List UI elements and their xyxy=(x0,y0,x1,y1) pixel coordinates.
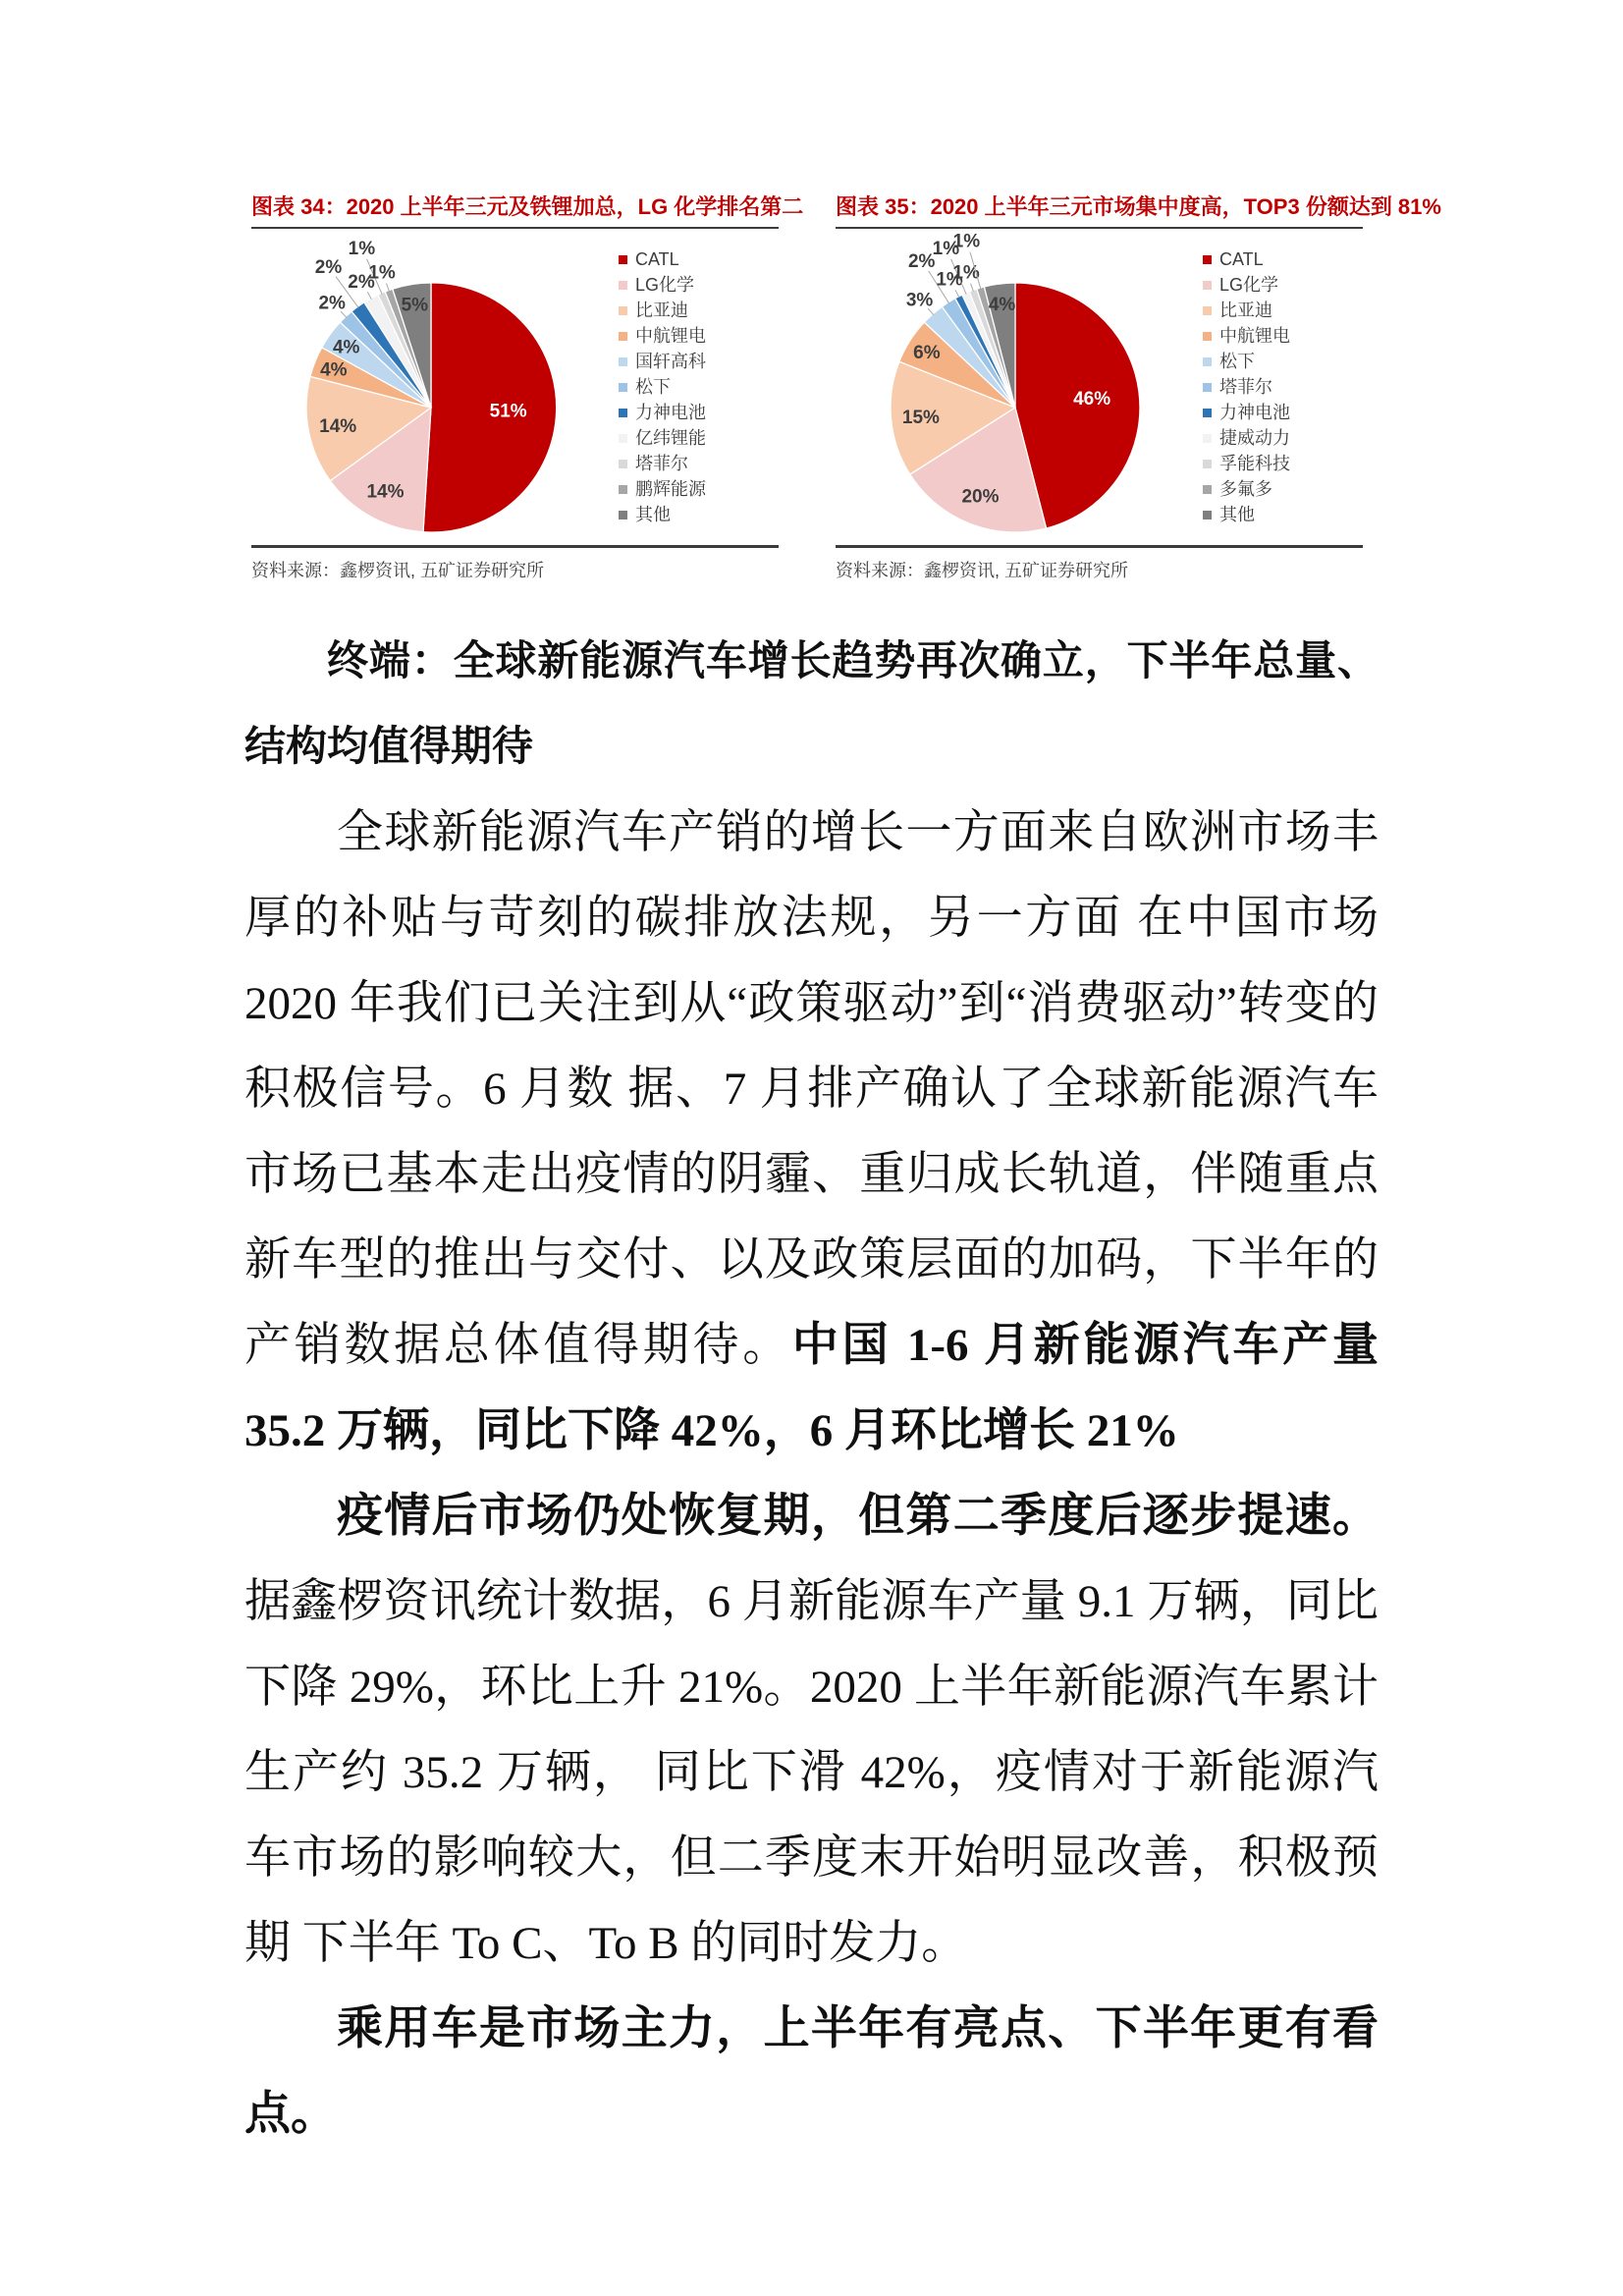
legend-label: 亿纬锂能 xyxy=(635,427,706,448)
legend-label: 中航锂电 xyxy=(1219,325,1290,346)
figure-35-divider xyxy=(836,545,1363,548)
legend-label: 力神电池 xyxy=(635,402,706,422)
legend-swatch xyxy=(1203,357,1212,366)
legend-item xyxy=(1203,352,1363,372)
figure-35-legend xyxy=(1201,229,1363,545)
pie-chart-34 xyxy=(251,229,617,545)
pie-value-label: 1% xyxy=(348,238,376,259)
legend-swatch xyxy=(1203,409,1212,417)
legend-swatch xyxy=(619,332,627,341)
legend-swatch xyxy=(1203,281,1212,290)
pie-value-label: 46% xyxy=(1073,389,1111,410)
legend-label: 其他 xyxy=(1219,504,1255,524)
legend-item xyxy=(1203,249,1363,270)
pie-value-label: 6% xyxy=(913,342,941,363)
legend-label: CATL xyxy=(1219,248,1264,269)
paragraph-1 xyxy=(244,791,1379,1474)
figure-35-title: 图表 35：2020 上半年三元市场集中度高，TOP3 份额达到 81% xyxy=(836,194,1363,229)
pie-value-label: 2% xyxy=(318,293,346,314)
figure-34-chart xyxy=(251,229,779,545)
legend-label: CATL xyxy=(635,248,679,269)
legend-label: 鹏辉能源 xyxy=(635,478,706,499)
paragraph-1-run-1: 全球新能源汽车产销的增长一方面来自欧洲市场丰厚的补贴与苛刻的碳排放法规，另一方面 在中国市场 2020 年我们已关注到从“政策驱动”到“消费驱动”转变的积极信号。6 月数 据、7 月排产确认了全球新能源汽车市场已基本走出疫情的阴霾、重归成长轨道，伴随重点 新车型的推出与交付、以及政策层面的加码，下半年的产销数据总体值得期待。 xyxy=(244,807,1379,1371)
figure-35-source: 资料来源：鑫椤资讯, 五矿证券研究所 xyxy=(836,561,1129,580)
paragraph-3-run-1: 乘用车是市场主力，上半年有亮点、下半年更有看点。 xyxy=(244,2003,1379,2140)
pie-value-label: 4% xyxy=(988,295,1016,316)
legend-label: 比亚迪 xyxy=(635,300,688,320)
pie-chart-35 xyxy=(836,229,1201,545)
figure-34-legend xyxy=(617,229,779,545)
figure-34 xyxy=(251,194,804,582)
figure-34-title: 图表 34：2020 上半年三元及铁锂加总，LG 化学排名第二 xyxy=(251,194,779,229)
legend-label: 捷威动力 xyxy=(1219,427,1290,448)
legend-item xyxy=(1203,301,1363,321)
legend-swatch xyxy=(619,281,627,290)
legend-label: 多氟多 xyxy=(1219,478,1272,499)
pie-value-label: 2% xyxy=(907,250,936,272)
legend-item xyxy=(1203,479,1363,500)
legend-swatch xyxy=(619,383,627,392)
section-heading xyxy=(244,620,1379,791)
legend-swatch xyxy=(619,255,627,264)
legend-label: 其他 xyxy=(635,504,671,524)
paragraph-2 xyxy=(244,1474,1379,1987)
legend-item xyxy=(619,249,779,270)
legend-swatch xyxy=(1203,332,1212,341)
legend-item xyxy=(1203,275,1363,296)
pie-value-label: 2% xyxy=(314,257,343,279)
legend-label: 中航锂电 xyxy=(635,325,706,346)
paragraph-2-run-2: 据鑫椤资讯统计数据，6 月新能源车产量 9.1 万辆，同比下降 29%，环比上升 21%。2020 上半年新能源汽车累计生产约 35.2 万辆， 同比下滑 42%，疫情对于新能源汽车市场的影响较大，但二季度末开始明显改善，积极预期 下半年 To C、To B 的同时发力。 xyxy=(244,1576,1379,1969)
legend-item xyxy=(619,505,779,525)
legend-item xyxy=(619,428,779,449)
legend-swatch xyxy=(1203,460,1212,468)
pie-value-label: 15% xyxy=(901,408,940,429)
paragraph-2-run-1: 疫情后市场仍处恢复期，但第二季度后逐步提速。 xyxy=(337,1491,1379,1542)
pie-value-label: 5% xyxy=(401,295,429,316)
pie-value-label: 1% xyxy=(952,262,980,284)
legend-label: 孚能科技 xyxy=(1219,453,1290,473)
legend-swatch xyxy=(619,306,627,315)
legend-item xyxy=(1203,377,1363,398)
legend-item xyxy=(619,301,779,321)
legend-swatch xyxy=(1203,434,1212,443)
legend-swatch xyxy=(1203,383,1212,392)
pie-value-label: 1% xyxy=(932,238,960,259)
legend-label: LG化学 xyxy=(635,274,695,295)
legend-swatch xyxy=(619,357,627,366)
legend-item xyxy=(1203,428,1363,449)
pie-value-label: 14% xyxy=(366,481,405,503)
legend-swatch xyxy=(619,511,627,519)
legend-swatch xyxy=(1203,255,1212,264)
paragraph-1-run-2: 中国 1-6 月新能源汽车产量 35.2 万辆，同比下降 42%，6 月环比增长 21% xyxy=(244,1320,1379,1456)
legend-label: 松下 xyxy=(635,376,671,397)
legend-item xyxy=(619,352,779,372)
legend-label: 塔菲尔 xyxy=(635,453,688,473)
section-heading-text: 终端：全球新能源汽车增长趋势再次确立，下半年总量、结构均值得期待 xyxy=(244,639,1379,770)
legend-swatch xyxy=(619,460,627,468)
pie-value-label: 1% xyxy=(952,231,981,252)
figure-35-chart xyxy=(836,229,1363,545)
pie-value-label: 20% xyxy=(961,486,1000,508)
legend-swatch xyxy=(1203,306,1212,315)
legend-item xyxy=(619,403,779,423)
pie-value-label: 3% xyxy=(905,290,934,311)
legend-swatch xyxy=(1203,485,1212,494)
legend-label: 塔菲尔 xyxy=(1219,376,1272,397)
figure-34-divider xyxy=(251,545,779,548)
legend-item xyxy=(1203,403,1363,423)
legend-item xyxy=(619,454,779,474)
pie-value-label: 1% xyxy=(936,269,963,291)
legend-label: LG化学 xyxy=(1219,274,1279,295)
legend-swatch xyxy=(619,409,627,417)
pie-leader-line xyxy=(367,292,371,300)
report-body xyxy=(244,620,1379,2158)
pie-value-label: 51% xyxy=(489,401,527,422)
legend-item xyxy=(619,275,779,296)
legend-label: 力神电池 xyxy=(1219,402,1290,422)
figures-row xyxy=(251,194,1441,582)
legend-item xyxy=(1203,454,1363,474)
legend-item xyxy=(1203,326,1363,347)
legend-item xyxy=(619,377,779,398)
legend-swatch xyxy=(619,485,627,494)
pie-value-label: 4% xyxy=(320,359,348,381)
legend-label: 国轩高科 xyxy=(635,351,706,371)
pie-value-label: 14% xyxy=(319,416,357,438)
legend-label: 比亚迪 xyxy=(1219,300,1272,320)
legend-swatch xyxy=(1203,511,1212,519)
legend-label: 松下 xyxy=(1219,351,1255,371)
legend-swatch xyxy=(619,434,627,443)
figure-35 xyxy=(836,194,1441,582)
legend-item xyxy=(1203,505,1363,525)
paragraph-3 xyxy=(244,1987,1379,2158)
pie-value-label: 4% xyxy=(332,337,360,358)
figure-34-source: 资料来源：鑫椤资讯, 五矿证券研究所 xyxy=(251,561,545,580)
legend-item xyxy=(619,479,779,500)
pie-value-label: 2% xyxy=(348,271,375,293)
legend-item xyxy=(619,326,779,347)
pie-value-label: 1% xyxy=(368,262,396,284)
